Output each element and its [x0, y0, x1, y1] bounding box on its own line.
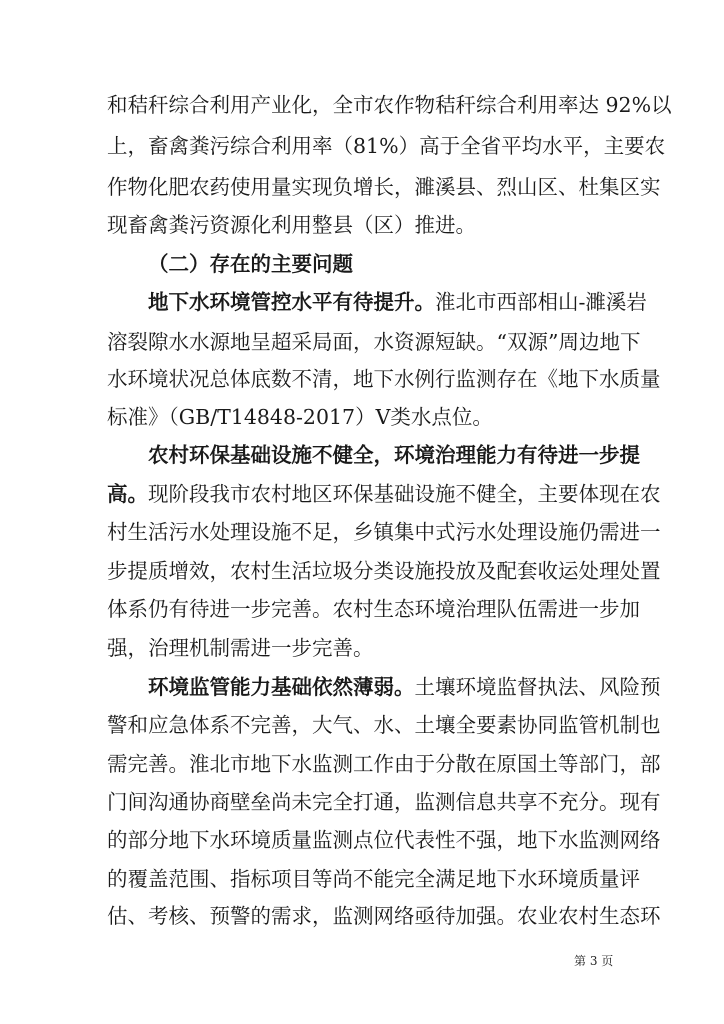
text-line: 步提质增效，农村生活垃圾分类设施投放及配套收运处理处置	[107, 559, 661, 583]
text-line: 上，畜禽粪污综合利用率（81%）高于全省平均水平，主要农	[107, 134, 666, 158]
paragraph-text: 淮北市西部相山-濉溪岩	[435, 290, 647, 314]
text-line: 标准》（GB/T14848-2017）V类水点位。	[107, 405, 493, 429]
text-line: 村生活污水处理设施不足，乡镇集中式污水处理设施仍需进一	[107, 520, 661, 544]
text-line: 的部分地下水环境质量监测点位代表性不强，地下水监测网络	[107, 828, 661, 852]
text-line: 需完善。淮北市地下水监测工作由于分散在原国土等部门，部	[107, 752, 661, 776]
text-line: 的覆盖范围、指标项目等尚不能完全满足地下水环境质量评	[107, 867, 640, 891]
paragraph-first-line	[148, 289, 647, 315]
paragraph-text: 土壤环境监督执法、风险预	[414, 675, 661, 699]
paragraph-second-line	[107, 481, 661, 507]
text-line: 水环境状况总体底数不清，地下水例行监测存在《地下水质量	[107, 367, 661, 391]
text-line: 现畜禽粪污资源化利用整县（区）推进。	[107, 213, 476, 237]
page-number: 第 3 页	[574, 954, 614, 968]
paragraph-lead: 地下水环境管控水平有待提升。	[148, 290, 435, 314]
text-line: 警和应急体系不完善，大气、水、土壤全要素协同监管机制也	[107, 713, 661, 737]
paragraph-lead: 农村环保基础设施不健全，环境治理能力有待进一步提	[148, 443, 640, 467]
text-line: 和秸秆综合利用产业化，全市农作物秸秆综合利用率达 92%以	[107, 93, 672, 117]
text-line: 作物化肥农药使用量实现负增长，濉溪县、烈山区、杜集区实	[107, 175, 661, 199]
paragraph-text: 现阶段我市农村地区环保基础设施不健全，主要体现在农	[148, 482, 661, 506]
text-line: 门间沟通协商壁垒尚未完全打通，监测信息共享不充分。现有	[107, 790, 661, 814]
paragraph-lead: 环境监管能力基础依然薄弱。	[148, 675, 415, 699]
text-line: 估、考核、预警的需求，监测网络亟待加强。农业农村生态环	[107, 904, 661, 928]
text-line: 体系仍有待进一步完善。农村生态环境治理队伍需进一步加	[107, 597, 640, 621]
paragraph-first-line	[148, 674, 661, 700]
paragraph-lead-end: 高。	[107, 482, 148, 506]
text-line: 溶裂隙水水源地呈超采局面，水资源短缺。“双源”周边地下	[107, 330, 641, 354]
section-heading: （二）存在的主要问题	[148, 252, 353, 276]
text-line: 强，治理机制需进一步完善。	[107, 636, 374, 660]
